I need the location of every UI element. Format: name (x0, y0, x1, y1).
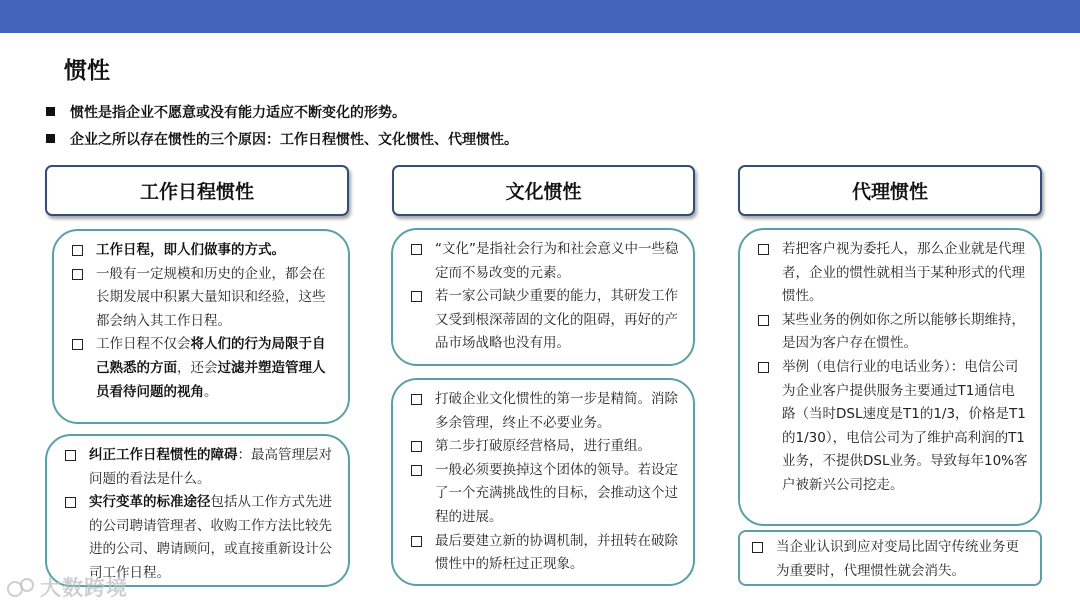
list-item (72, 239, 336, 263)
list-item (72, 333, 336, 404)
schedule-correction-panel (45, 434, 350, 587)
intro-bullets (46, 98, 1046, 152)
item-text: 打破企业文化惯性的第一步是精简。消除多余管理，终止不必要业务。 (435, 391, 678, 431)
intro-bullet-text: 惯性是指企业不愿意或没有能力适应不断变化的形势。 (70, 104, 406, 121)
checkbox-bullet-icon (411, 536, 422, 547)
item-text (89, 444, 336, 491)
checkbox-bullet-icon (758, 315, 769, 326)
checkbox-bullet-icon (72, 339, 83, 350)
list-item (72, 263, 336, 334)
list-item (752, 536, 1030, 583)
square-bullet-icon (46, 134, 55, 143)
item-text: 一般必须要换掉这个团体的领导。若设定了一个充满挑战性的目标，会推动这个过程的进展。 (435, 461, 678, 525)
intro-bullet (46, 98, 1046, 125)
item-text: 当企业认识到应对变局比固守传统业务更为重要时，代理惯性就会消失。 (776, 539, 1019, 579)
agency-definition-panel (738, 228, 1042, 526)
checkbox-bullet-icon (65, 497, 76, 508)
checkbox-bullet-icon (411, 465, 422, 476)
checkbox-bullet-icon (411, 394, 422, 405)
item-text: 最后要建立新的协调机制，并扭转在破除惯性中的矫枉过正现象。 (435, 532, 678, 573)
emphasis-text: 过滤并塑造管理人员看待问题的视角 (96, 359, 326, 400)
agency-inertia-header-label: 代理惯性 (851, 181, 928, 203)
watermark-logo-icon (6, 575, 36, 599)
text-segment: ，还会 (177, 359, 218, 376)
checkbox-bullet-icon (758, 362, 769, 373)
list-item (758, 238, 1028, 309)
watermark (6, 572, 128, 602)
text-segment: 包括从工作方式先进的公司聘请管理者、收购工作方法比较先进的公司、聘请顾问，或直接重新设计公司工作日程。 (89, 494, 332, 581)
item-text: 若一家公司缺少重要的能力，其研发工作又受到根深蒂固的文化的阻碍，再好的产品市场战略也没有用。 (435, 288, 678, 352)
schedule-inertia-header (45, 165, 349, 216)
item-text: 第二步打破原经营格局，进行重组。 (435, 438, 651, 455)
list-item (65, 444, 336, 491)
checkbox-bullet-icon (411, 441, 422, 452)
checkbox-bullet-icon (72, 269, 83, 280)
intro-bullet-text: 企业之所以存在惯性的三个原因：工作日程惯性、文化惯性、代理惯性。 (70, 131, 518, 148)
item-text: “文化”是指社会行为和社会意义中一些稳定而不易改变的元素。 (435, 241, 679, 281)
emphasis-text: 实行变革的标准途径 (89, 494, 211, 511)
list-item (411, 530, 681, 577)
item-text: 举例（电信行业的电话业务）：电信公司为企业客户提供服务主要通过T1通信电路（当时DSL速度是T1的1/3，价格是T1的1/30），电信公司为了维护高利润的T1业务，不提供DSL业务。导致每年10%客户被新兴公司挖走。 (782, 358, 1028, 493)
checkbox-bullet-icon (758, 244, 769, 255)
schedule-definition-panel (52, 229, 350, 424)
emphasis-text: 将人们的行为局限于自己熟悉的方面 (96, 336, 326, 376)
watermark-text: 大数跨境 (40, 576, 128, 600)
list-item (758, 356, 1028, 498)
checkbox-bullet-icon (411, 291, 422, 302)
checkbox-bullet-icon (411, 244, 422, 255)
intro-bullet (46, 125, 1046, 152)
item-text: 一般有一定规模和历史的企业，都会在长期发展中积累大量知识和经验，这些都会纳入其工作日程。 (96, 265, 326, 329)
list-item (758, 309, 1028, 356)
item-text (96, 333, 336, 404)
text-segment: 。 (204, 383, 218, 400)
culture-definition-panel (391, 228, 695, 366)
top-accent-bar (0, 0, 1080, 33)
list-item (411, 459, 681, 530)
list-item (411, 435, 681, 459)
list-item (411, 238, 681, 285)
text-segment: 工作日程不仅会 (96, 336, 191, 353)
agency-inertia-header (738, 165, 1042, 216)
checkbox-bullet-icon (65, 450, 76, 461)
culture-inertia-header-label: 文化惯性 (505, 181, 582, 203)
emphasis-text: 纠正工作日程惯性的障碍 (89, 447, 238, 463)
square-bullet-icon (46, 107, 55, 116)
item-text: 若把客户视为委托人，那么企业就是代理者，企业的惯性就相当于某种形式的代理惯性。 (782, 241, 1025, 305)
culture-breaking-panel (391, 378, 695, 586)
checkbox-bullet-icon (752, 542, 763, 553)
culture-inertia-header (392, 165, 695, 216)
item-text: 工作日程，即人们做事的方式。 (96, 242, 285, 258)
page-title: 惯性 (64, 58, 110, 84)
schedule-inertia-header-label: 工作日程惯性 (139, 181, 254, 203)
checkbox-bullet-icon (72, 245, 83, 256)
text-segment: ：最高管理层对问题的看法是什么。 (89, 447, 332, 487)
agency-conclusion-panel (738, 530, 1042, 586)
list-item (411, 285, 681, 356)
list-item (411, 388, 681, 435)
item-text: 某些业务的例如你之所以能够长期维持，是因为客户存在惯性。 (782, 311, 1025, 352)
